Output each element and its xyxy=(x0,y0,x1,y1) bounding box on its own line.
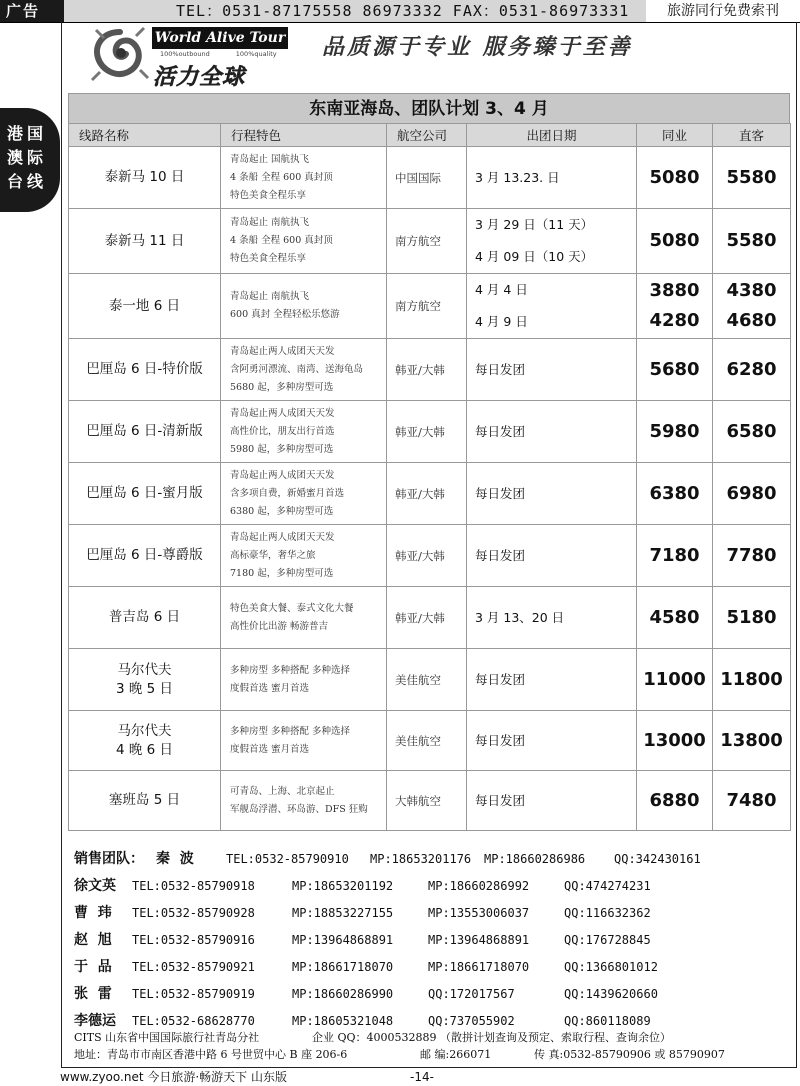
route-features xyxy=(221,587,387,649)
sales-qq: QQ:474274231 xyxy=(564,879,651,893)
route-features xyxy=(221,525,387,587)
retail-price-line: 5180 xyxy=(726,606,777,628)
departure-dates xyxy=(467,587,637,649)
side-tab-char: 澳 xyxy=(6,148,23,167)
route-features-line: 5680 起，多种房型可选 xyxy=(230,381,334,393)
route-features-line: 高标豪华，奢华之旅 xyxy=(230,549,316,561)
route-name-line: 泰新马 10 日 xyxy=(104,169,185,185)
route-features-line: 特色美食全程乐享 xyxy=(230,253,307,264)
header-features: 行程特色 xyxy=(221,124,387,147)
route-name-line: 普吉岛 6 日 xyxy=(108,609,181,625)
sales-contact-row xyxy=(74,900,794,927)
trade-price-line: 5080 xyxy=(649,166,700,188)
route-features-line: 特色美食大餐、泰式文化大餐 xyxy=(230,602,354,614)
company-address: 地址：青岛市市南区香港中路 6 号世贸中心 B 座 206-6 xyxy=(74,1048,348,1061)
departure-dates xyxy=(467,274,637,339)
sales-team xyxy=(74,846,794,1035)
trade-price xyxy=(637,209,713,274)
route-name xyxy=(69,147,221,209)
departure-dates-line: 每日发团 xyxy=(475,792,526,808)
route-name-line: 泰一地 6 日 xyxy=(108,297,181,314)
sales-tel: TEL:0532-85790918 xyxy=(132,879,255,893)
route-features-line: 青岛起止 南航执飞 xyxy=(230,291,310,302)
route-name xyxy=(69,649,221,711)
sales-mp1: MP:18653201192 xyxy=(292,879,394,893)
route-name-line: 马尔代夫 xyxy=(117,722,172,739)
sales-name: 于 品 xyxy=(74,959,112,975)
tour-table xyxy=(68,123,791,831)
route-name xyxy=(69,771,221,831)
departure-dates xyxy=(467,711,637,771)
route-name-line: 塞班岛 5 日 xyxy=(108,792,181,808)
route-features xyxy=(221,401,387,463)
airline: 韩亚/大韩 xyxy=(387,525,467,587)
sales-mp2: MP:13964868891 xyxy=(428,933,530,947)
route-name-line: 3 晚 5 日 xyxy=(115,680,174,697)
side-tab-col-1 xyxy=(6,122,24,194)
table-row xyxy=(69,401,791,463)
departure-dates-line: 每日发团 xyxy=(475,671,526,687)
trade-price xyxy=(637,525,713,587)
footer-site: www.zyoo.net 今日旅游·畅游天下 山东版 xyxy=(60,1070,287,1084)
ad-tag: 广告 xyxy=(0,0,64,22)
airline: 南方航空 xyxy=(387,274,467,339)
route-name xyxy=(69,274,221,339)
airline: 韩亚/大韩 xyxy=(387,339,467,401)
sales-mp2: QQ:172017567 xyxy=(428,987,515,1001)
brand-tags xyxy=(160,50,301,58)
free-catalog-note: 旅游同行免费索刊 xyxy=(667,3,779,19)
route-name-line: 马尔代夫 xyxy=(117,661,172,678)
route-features-line: 可青岛、上海、北京起止 xyxy=(230,785,335,797)
departure-dates xyxy=(467,463,637,525)
header-retail-price: 直客 xyxy=(713,124,791,147)
sales-qq: QQ:116632362 xyxy=(564,906,651,920)
retail-price xyxy=(713,274,791,339)
route-features-line: 度假首选 蜜月首选 xyxy=(230,743,310,755)
sales-tel: TEL:0532-85790916 xyxy=(132,933,255,947)
trade-price-line: 6880 xyxy=(649,789,700,811)
route-name xyxy=(69,587,221,649)
airline: 韩亚/大韩 xyxy=(387,401,467,463)
sales-name: 张 雷 xyxy=(74,986,112,1002)
route-features-line: 4 条船 全程 600 真封顶 xyxy=(230,235,333,246)
header-route: 线路名称 xyxy=(69,124,221,147)
contact-phones: TEL：0531-87175558 86973332 FAX：0531-86973331 xyxy=(64,0,646,22)
retail-price xyxy=(713,587,791,649)
departure-dates-line: 每日发团 xyxy=(475,485,526,501)
brand-tag-outbound: 100%outbound xyxy=(160,50,210,58)
retail-price xyxy=(713,711,791,771)
route-features xyxy=(221,209,387,274)
airline: 中国国际 xyxy=(387,147,467,209)
departure-dates xyxy=(467,401,637,463)
airline: 美佳航空 xyxy=(387,649,467,711)
route-name xyxy=(69,525,221,587)
trade-price-line: 11000 xyxy=(643,668,706,690)
departure-dates-line: 4 月 9 日 xyxy=(475,314,528,329)
sales-contact-row xyxy=(74,954,794,981)
route-features-line: 度假首选 蜜月首选 xyxy=(230,682,310,694)
retail-price-line: 5580 xyxy=(726,166,777,188)
page-footer xyxy=(56,1069,800,1086)
retail-price-line: 13800 xyxy=(720,729,783,751)
route-features-line: 5980 起，多种房型可选 xyxy=(230,443,334,455)
route-features-line: 青岛起止 国航执飞 xyxy=(230,153,310,165)
departure-dates-line: 3 月 13、20 日 xyxy=(475,609,565,625)
sales-qq: QQ:176728845 xyxy=(564,933,651,947)
trade-price xyxy=(637,463,713,525)
route-name xyxy=(69,463,221,525)
sales-name: 曹 玮 xyxy=(74,905,112,921)
retail-price xyxy=(713,147,791,209)
swirl-logo-icon xyxy=(90,26,150,84)
company-qq: 企业 QQ：4000532889 （散拼计划查询及预定、索取行程、查询余位） xyxy=(312,1031,672,1044)
trade-price xyxy=(637,711,713,771)
table-row xyxy=(69,209,791,274)
trade-price xyxy=(637,649,713,711)
side-tab-char: 台 xyxy=(6,172,23,191)
sales-tel: TEL:0532-85790919 xyxy=(132,987,255,1001)
trade-price-line: 4280 xyxy=(649,310,700,331)
sales-contact-row xyxy=(74,981,794,1008)
departure-dates-line: 4 月 4 日 xyxy=(475,282,528,297)
sales-tel: TEL:0532-85790921 xyxy=(132,960,255,974)
trade-price xyxy=(637,771,713,831)
departure-dates xyxy=(467,147,637,209)
route-name xyxy=(69,209,221,274)
route-name-line: 巴厘岛 6 日-蜜月版 xyxy=(86,485,203,501)
sales-contact-row xyxy=(74,927,794,954)
route-features xyxy=(221,711,387,771)
route-name xyxy=(69,401,221,463)
route-features-line: 含多项自费，新婚蜜月首选 xyxy=(230,487,345,499)
side-tab-char: 线 xyxy=(26,172,43,191)
sales-mp1: MP:18661718070 xyxy=(292,960,394,974)
trade-price xyxy=(637,147,713,209)
retail-price xyxy=(713,771,791,831)
sales-tel: TEL:0532-85790928 xyxy=(132,906,255,920)
table-title: 东南亚海岛、团队计划 3、4 月 xyxy=(68,93,790,123)
sales-qq: QQ:1439620660 xyxy=(564,987,658,1001)
airline: 韩亚/大韩 xyxy=(387,463,467,525)
route-features-line: 6380 起，多种房型可选 xyxy=(230,505,334,517)
sales-tel: TEL:0532-85790910 xyxy=(226,852,349,866)
header-trade-price: 同业 xyxy=(637,124,713,147)
route-features-line: 青岛起止两人成团天天发 xyxy=(230,407,335,419)
brand-chinese-name: 活力全球 xyxy=(153,65,246,90)
route-features-line: 青岛起止两人成团天天发 xyxy=(230,345,335,357)
route-features-line: 多种房型 多种搭配 多种选择 xyxy=(230,664,351,676)
table-row xyxy=(69,649,791,711)
route-features-line: 高性价比出游 畅游普吉 xyxy=(230,620,329,632)
side-tab-char: 际 xyxy=(26,148,43,167)
brand-english-name: World Alive Tour xyxy=(152,27,288,49)
sales-qq: QQ:342430161 xyxy=(614,852,701,866)
trade-price-line: 7180 xyxy=(649,544,700,566)
trade-price-line: 5980 xyxy=(649,420,700,442)
airline: 韩亚/大韩 xyxy=(387,587,467,649)
departure-dates-line: 每日发团 xyxy=(475,423,526,439)
route-features xyxy=(221,771,387,831)
departure-dates xyxy=(467,525,637,587)
header-dates: 出团日期 xyxy=(467,124,637,147)
sales-name: 徐文英 xyxy=(74,878,116,894)
table-row xyxy=(69,525,791,587)
page-number: -14- xyxy=(410,1070,434,1084)
route-name-line: 巴厘岛 6 日-尊爵版 xyxy=(86,547,203,563)
trade-price-line: 13000 xyxy=(643,729,706,751)
route-features xyxy=(221,274,387,339)
route-features xyxy=(221,339,387,401)
retail-price xyxy=(713,649,791,711)
retail-price xyxy=(713,339,791,401)
company-postcode: 邮 编:266071 xyxy=(420,1048,492,1061)
route-features-line: 多种房型 多种搭配 多种选择 xyxy=(230,725,351,737)
route-features-line: 特色美食全程乐享 xyxy=(230,189,307,201)
departure-dates xyxy=(467,649,637,711)
section-side-tab xyxy=(0,108,60,212)
sales-mp1: MP:18853227155 xyxy=(292,906,394,920)
table-row xyxy=(69,711,791,771)
departure-dates-line: 4 月 09 日（10 天） xyxy=(475,249,594,264)
route-features xyxy=(221,649,387,711)
sales-name: 赵 旭 xyxy=(74,932,112,948)
company-name: CITS 山东省中国国际旅行社青岛分社 xyxy=(74,1031,260,1044)
route-features-line: 军舰岛浮潜、环岛游、DFS 狂购 xyxy=(230,803,368,815)
table-row xyxy=(69,587,791,649)
sales-mp1: MP:18653201176 xyxy=(370,852,472,866)
company-fax: 传 真:0532-85790906 或 85790907 xyxy=(534,1048,725,1061)
route-name xyxy=(69,711,221,771)
side-tab-char: 国 xyxy=(26,124,43,143)
sales-team-label: 销售团队： xyxy=(74,851,144,867)
retail-price-line: 4680 xyxy=(726,310,777,331)
retail-price xyxy=(713,209,791,274)
trade-price xyxy=(637,401,713,463)
retail-price-line: 7480 xyxy=(726,789,777,811)
route-features-line: 含阿勇河漂流、南湾、送海龟岛 xyxy=(230,363,364,375)
trade-price xyxy=(637,339,713,401)
route-features-line: 7180 起，多种房型可选 xyxy=(230,567,334,579)
route-name xyxy=(69,339,221,401)
retail-price xyxy=(713,401,791,463)
retail-price-line: 7780 xyxy=(726,544,777,566)
retail-price xyxy=(713,463,791,525)
trade-price-line: 5080 xyxy=(649,230,700,251)
table-header-row xyxy=(69,124,791,147)
airline: 南方航空 xyxy=(387,209,467,274)
header-airline: 航空公司 xyxy=(387,124,467,147)
sales-mp1: MP:18660286990 xyxy=(292,987,394,1001)
departure-dates-line: 每日发团 xyxy=(475,547,526,563)
sales-qq: QQ:860118089 xyxy=(564,1014,651,1028)
tour-table-section xyxy=(68,93,790,831)
brand-tag-quality: 100%quality xyxy=(235,50,277,58)
table-row xyxy=(69,274,791,339)
route-features-line: 高性价比，朋友出行首选 xyxy=(230,425,335,437)
sales-mp1: MP:13964868891 xyxy=(292,933,394,947)
trade-price xyxy=(637,587,713,649)
trade-price xyxy=(637,274,713,339)
retail-price-line: 6280 xyxy=(726,358,777,380)
sales-mp2: QQ:737055902 xyxy=(428,1014,515,1028)
route-name-line: 巴厘岛 6 日-特价版 xyxy=(86,361,203,377)
departure-dates-line: 每日发团 xyxy=(475,361,526,377)
airline: 大韩航空 xyxy=(387,771,467,831)
retail-price-line: 6980 xyxy=(726,482,777,504)
route-name-line: 4 晚 6 日 xyxy=(115,741,174,758)
route-features-line: 4 条船 全程 600 真封顶 xyxy=(230,171,333,183)
sales-mp1: MP:18605321048 xyxy=(292,1014,394,1028)
top-bar xyxy=(0,0,800,23)
slogan: 品质源于专业 服务臻于至善 xyxy=(322,35,633,60)
sales-mp2: MP:18660286992 xyxy=(428,879,530,893)
sales-mp2: MP:18660286986 xyxy=(484,852,586,866)
sales-name: 李德运 xyxy=(74,1013,116,1029)
table-row xyxy=(69,147,791,209)
sales-name: 秦 波 xyxy=(156,851,194,867)
sales-mp2: MP:13553006037 xyxy=(428,906,530,920)
route-name-line: 泰新马 11 日 xyxy=(104,232,185,249)
route-features-line: 600 真封 全程轻松乐悠游 xyxy=(230,309,340,320)
route-name-line: 巴厘岛 6 日-清新版 xyxy=(86,423,203,439)
departure-dates xyxy=(467,771,637,831)
side-tab-col-2 xyxy=(26,122,44,194)
departure-dates xyxy=(467,209,637,274)
trade-price-line: 5680 xyxy=(649,358,700,380)
side-tab-char: 港 xyxy=(6,124,23,143)
route-features-line: 青岛起止两人成团天天发 xyxy=(230,469,335,481)
airline: 美佳航空 xyxy=(387,711,467,771)
departure-dates-line: 每日发团 xyxy=(475,732,526,748)
sales-contact-row xyxy=(74,846,794,873)
sales-qq: QQ:1366801012 xyxy=(564,960,658,974)
departure-dates-line: 3 月 29 日（11 天） xyxy=(475,217,594,232)
retail-price-line: 11800 xyxy=(720,668,783,690)
sales-mp2: MP:18661718070 xyxy=(428,960,530,974)
route-features-line: 青岛起止 南航执飞 xyxy=(230,217,310,228)
sales-contact-row xyxy=(74,873,794,900)
route-features-line: 青岛起止两人成团天天发 xyxy=(230,531,335,543)
retail-price-line: 5580 xyxy=(726,230,777,251)
route-features xyxy=(221,463,387,525)
trade-price-line: 4580 xyxy=(649,606,700,628)
trade-price-line: 3880 xyxy=(649,280,700,301)
route-features xyxy=(221,147,387,209)
table-row xyxy=(69,339,791,401)
retail-price-line: 4380 xyxy=(726,280,777,301)
sales-tel: TEL:0532-68628770 xyxy=(132,1014,255,1028)
trade-price-line: 6380 xyxy=(649,482,700,504)
departure-dates-line: 3 月 13.23. 日 xyxy=(475,169,560,185)
table-row xyxy=(69,771,791,831)
retail-price xyxy=(713,525,791,587)
departure-dates xyxy=(467,339,637,401)
table-row xyxy=(69,463,791,525)
retail-price-line: 6580 xyxy=(726,420,777,442)
